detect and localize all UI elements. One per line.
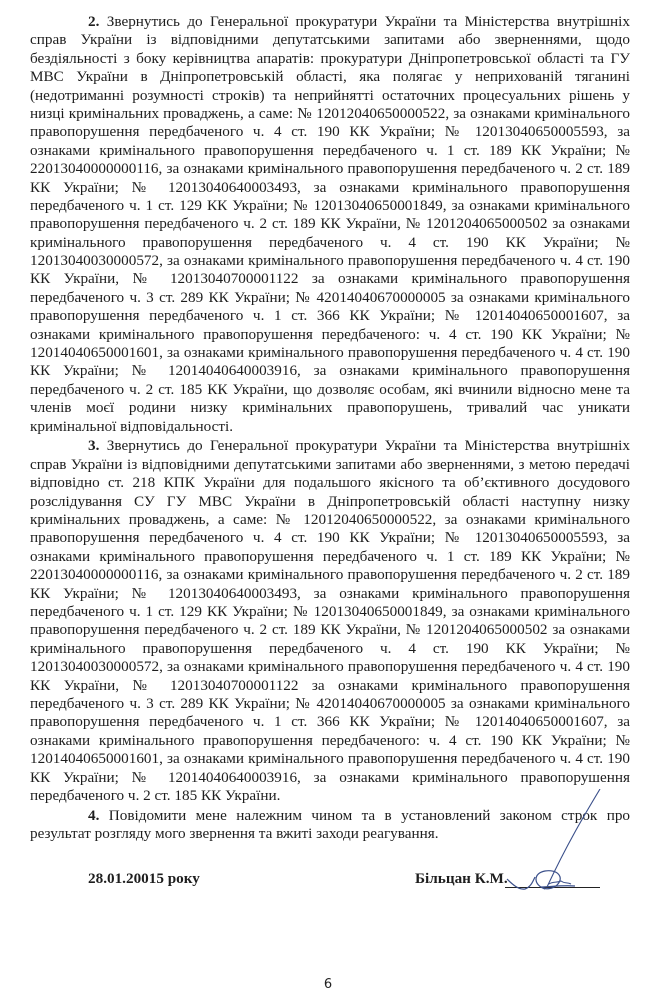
- signatory-name: Більцан К.М.: [415, 870, 508, 887]
- line-text: справ України із відповідними депутатськими запитами або зверненнями, з метою передачі: [30, 455, 630, 473]
- text-line: [30, 548, 630, 566]
- line-text: правопорушення передбаченого ч. 2 ст. 189 КК України, № 1201204065000502 за ознаками: [30, 621, 630, 639]
- line-text: правопорушення передбаченого ч. 4 ст. 190 КК України; № 12013040650005593, за: [30, 529, 630, 547]
- line-text: КК України; № 12014040640003916, за ознаками кримінального правопорушення: [30, 768, 630, 786]
- line-text: членів моєї родини низку кримінальних правопорушень, тривалий час уникати: [30, 399, 630, 417]
- text-line: [30, 474, 630, 492]
- text-line: [30, 713, 630, 731]
- paragraph-3: [30, 437, 630, 805]
- line-text: 12013040030000572, за ознаками кримінального правопорушення передбаченого ч. 4 ст. 190: [30, 658, 630, 676]
- text-line: [30, 252, 630, 270]
- text-line: [30, 13, 630, 31]
- line-text: бездіяльності з боку керівництва апаратів: прокуратури Дніпропетровської області та ГУ: [30, 49, 630, 67]
- text-line: [30, 381, 630, 399]
- line-text: низці кримінальних проваджень, а саме: № 12012040650000522, за ознаками кримінального: [30, 104, 630, 122]
- text-line: [30, 68, 630, 86]
- paragraph-number: 2.: [88, 13, 100, 30]
- line-text: 12013040030000572, за ознаками кримінального правопорушення передбаченого ч. 4 ст. 190: [30, 252, 630, 270]
- document-date: 28.01.20015 року: [88, 870, 200, 887]
- line-text: ознаками кримінального правопорушення передбаченого ч. 1 ст. 189 КК України; №: [30, 547, 630, 565]
- text-line: [30, 456, 630, 474]
- text-line: [30, 732, 630, 750]
- line-text: передбаченого ч. 3 ст. 289 КК України; № 42014040670000005 за ознаками кримінального: [30, 288, 630, 306]
- signature-block: [0, 869, 656, 893]
- line-text: 22013040000000116, за ознаками кримінального правопорушення передбаченого ч. 2 ст. 189: [30, 566, 630, 584]
- line-text: передбаченого ч. 2 ст. 185 КК України, що дозволяє особам, які вчинили відносно мене та: [30, 380, 630, 398]
- handwritten-signature: [505, 789, 615, 899]
- text-line: [30, 677, 630, 695]
- paragraph-2: [30, 13, 630, 436]
- page-number: 6: [323, 977, 333, 992]
- text-line: [30, 160, 630, 178]
- line-text: 22013040000000116, за ознаками кримінального правопорушення передбаченого ч. 2 ст. 189: [30, 160, 630, 178]
- text-line: [30, 270, 630, 288]
- line-text: КК України, № 12013040700001122 за ознаками кримінального правопорушення: [30, 270, 630, 288]
- text-line: [30, 142, 630, 160]
- line-text: передбаченого ч. 1 ст. 129 КК України; № 12013040650001849, за ознаками кримінального: [30, 196, 630, 214]
- line-text: передбаченого ч. 3 ст. 289 КК України; № 42014040670000005 за ознаками кримінального: [30, 694, 630, 712]
- text-line: [30, 529, 630, 547]
- line-text: ознаками кримінального правопорушення передбаченого ч. 1 ст. 189 КК України; №: [30, 141, 630, 159]
- text-line: [30, 123, 630, 141]
- text-line: [30, 289, 630, 307]
- line-text: відповідно ст. 218 КПК України для подальшого якісного та об’єктивного досудового: [30, 474, 630, 492]
- line-text: КК України; № 12014040640003916, за ознаками кримінального правопорушення: [30, 362, 630, 380]
- text-line: [30, 603, 630, 621]
- line-text: 12014040650001601, за ознаками кримінального правопорушення передбаченого ч. 4 ст. 190: [30, 750, 630, 768]
- line-text: передбаченого ч. 2 ст. 185 КК України.: [30, 786, 281, 804]
- text-line: [30, 511, 630, 529]
- text-line: [30, 326, 630, 344]
- line-text: справ України із відповідними депутатськими запитами або зверненнями, щодо: [30, 31, 630, 49]
- line-text: правопорушення передбаченого ч. 1 ст. 366 КК України; № 12014040650001607, за: [30, 713, 630, 731]
- line-text: КК України; № 12013040640003493, за ознаками кримінального правопорушення: [30, 584, 630, 602]
- line-text: КК України, № 12013040700001122 за ознаками кримінального правопорушення: [30, 676, 630, 694]
- text-line: [30, 418, 630, 436]
- text-line: [30, 105, 630, 123]
- paragraph-number: 4.: [88, 806, 100, 824]
- text-line: [30, 215, 630, 233]
- text-line: [30, 566, 630, 584]
- text-line: [30, 437, 630, 455]
- line-text: Звернутись до Генеральної прокуратури України та Міністерства внутрішніх: [106, 437, 630, 455]
- line-text: ознаками кримінального правопорушення передбаченого: ч. 4 ст. 190 КК України; №: [30, 325, 630, 343]
- text-line: [30, 50, 630, 68]
- line-text: правопорушення передбаченого ч. 1 ст. 366 КК України; № 12014040650001607, за: [30, 307, 630, 325]
- paragraph-number: 3.: [88, 437, 100, 455]
- text-line: [30, 585, 630, 603]
- text-line: [30, 344, 630, 362]
- line-text: кримінального правопорушення передбаченого ч. 4 ст. 190 КК України; №: [30, 639, 630, 657]
- line-text: КК України; № 12013040640003493, за ознаками кримінального правопорушення: [30, 178, 630, 196]
- text-line: [30, 234, 630, 252]
- line-text: правопорушення передбаченого ч. 4 ст. 190 КК України; № 12013040650005593, за: [30, 123, 630, 141]
- line-text: розслідування СУ ГУ МВС України в Дніпропетровській області наступну низку: [30, 492, 630, 510]
- text-line: [30, 399, 630, 417]
- text-line: [30, 750, 630, 768]
- text-line: [30, 658, 630, 676]
- line-text: (недотриманні розумності строків) та неприйнятті остаточних процесуальних рішень у: [30, 86, 630, 104]
- text-line: [30, 493, 630, 511]
- text-line: [30, 362, 630, 380]
- line-text: правопорушення передбаченого ч. 2 ст. 189 КК України, № 1201204065000502 за ознаками: [30, 215, 630, 233]
- text-line: [30, 769, 630, 787]
- text-line: [30, 87, 630, 105]
- line-text: Повідомити мене належним чином та в установлений законом строк про: [108, 806, 631, 824]
- document-body: [30, 13, 630, 845]
- text-line: [30, 695, 630, 713]
- line-text: результат розгляду мого звернення та вжиті заходи реагування.: [30, 825, 439, 843]
- text-line: [30, 640, 630, 658]
- line-text: кримінальних проваджень, а саме: № 12012040650000522, за ознаками кримінального: [30, 511, 630, 529]
- line-text: Звернутись до Генеральної прокуратури України та Міністерства внутрішніх: [106, 13, 630, 30]
- text-line: [30, 31, 630, 49]
- line-text: кримінальної відповідальності.: [30, 417, 234, 435]
- line-text: 12014040650001601, за ознаками кримінального правопорушення передбаченого ч. 4 ст. 190: [30, 344, 630, 362]
- text-line: [30, 179, 630, 197]
- line-text: кримінального правопорушення передбаченого ч. 4 ст. 190 КК України; №: [30, 233, 630, 251]
- text-line: [30, 197, 630, 215]
- line-text: МВС України в Дніпропетровській області, яка полягає у неприхованій тяганині: [30, 68, 630, 86]
- line-text: передбаченого ч. 1 ст. 129 КК України; № 12013040650001849, за ознаками кримінального: [30, 603, 630, 620]
- text-line: [30, 307, 630, 325]
- text-line: [30, 621, 630, 639]
- line-text: ознаками кримінального правопорушення передбаченого: ч. 4 ст. 190 КК України; №: [30, 731, 630, 749]
